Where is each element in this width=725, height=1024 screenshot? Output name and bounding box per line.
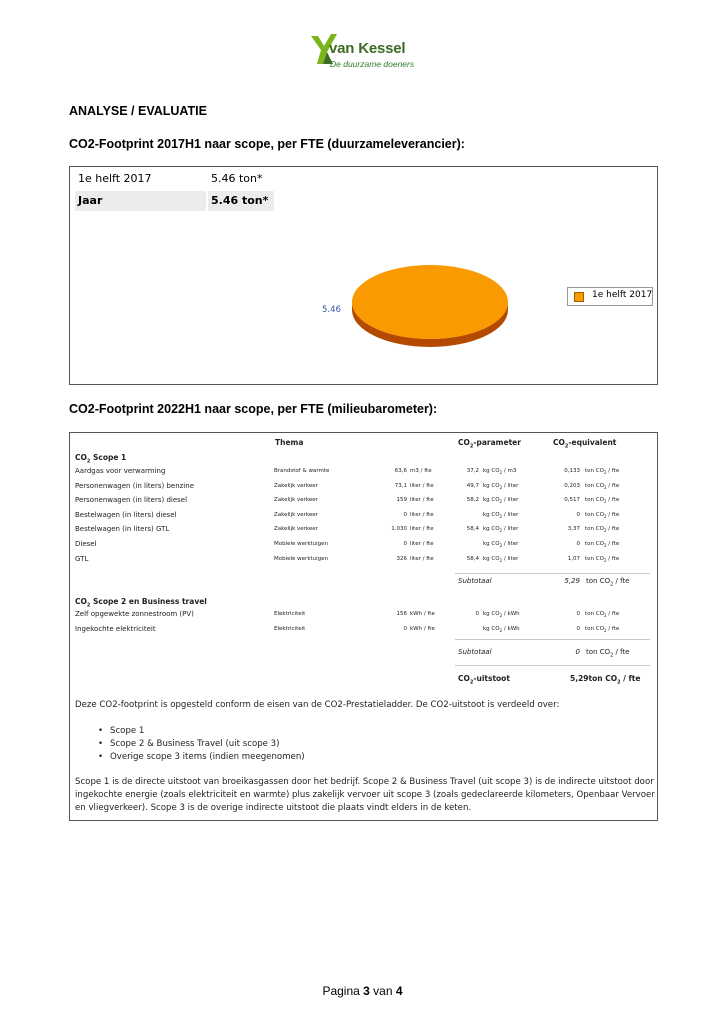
row-thema: Zakelijk verkeer	[274, 482, 318, 489]
row-param-unit: kg $CO_2$ / liter	[483, 482, 519, 490]
row-param-value: 58,2	[466, 497, 479, 504]
row-equiv-unit: ton $CO_2$ / fte	[585, 511, 620, 519]
row-param-value: 37,2	[466, 468, 479, 474]
row-unit: liter / fte	[410, 555, 434, 562]
col-header-parameter: $CO_2$-parameter	[458, 438, 521, 450]
row-equiv-unit: ton $CO_2$ / fte	[585, 468, 620, 476]
row-equiv-value: 0,133	[564, 468, 580, 474]
row-thema: Mobiele werktuigen	[274, 541, 329, 547]
logo-tagline: De duurzame doeners	[330, 59, 415, 69]
chart1-box	[69, 166, 658, 385]
row-param-unit: kg $CO_2$ / liter	[483, 541, 519, 549]
chart1-row-label: Jaar	[75, 191, 206, 211]
row-thema: Elektriciteit	[274, 611, 306, 617]
pie-chart	[340, 262, 520, 362]
row-equiv-value: 0	[576, 626, 580, 632]
row-thema: Brandstof & warmte	[274, 468, 330, 474]
row-label: GTL	[75, 554, 89, 563]
row-amount: 326	[396, 555, 407, 562]
row-thema: Elektriciteit	[274, 626, 306, 632]
row-label: Diesel	[75, 540, 97, 548]
chart-legend	[567, 287, 653, 306]
subtotal1-value: 5,29	[564, 577, 580, 585]
subtotal2-value: 0	[575, 648, 580, 656]
chart1-heading: CO2-Footprint 2017H1 naar scope, per FTE (duurzameleverancier):	[69, 137, 465, 151]
row-label: Bestelwagen (in liters) diesel	[75, 510, 177, 519]
row-label: Zelf opgewekte zonnestroom (PV)	[75, 610, 194, 618]
row-amount: 0	[403, 511, 407, 518]
row-amount: 63,6	[394, 468, 407, 474]
row-equiv-unit: ton $CO_2$ / fte	[585, 541, 620, 549]
legend-label: 1e helft 2017	[592, 290, 653, 300]
row-equiv-unit: ton $CO_2$ / fte	[585, 555, 620, 563]
row-thema: Zakelijk verkeer	[274, 511, 318, 518]
list-item: • Scope 2 & Business Travel (uit scope 3)	[110, 738, 305, 751]
row-equiv-unit: ton $CO_2$ / fte	[585, 626, 620, 634]
row-equiv-value: 0	[576, 511, 580, 518]
row-param-unit: kg $CO_2$ / liter	[483, 511, 519, 519]
row-amount: 1.030	[391, 526, 407, 533]
page-footer: Pagina 3 van 4	[322, 984, 403, 998]
row-unit: liter / fte	[410, 482, 434, 489]
divider	[455, 665, 650, 666]
row-equiv-value: 0,517	[564, 497, 580, 504]
row-unit: liter / fte	[410, 541, 434, 547]
row-equiv-unit: ton $CO_2$ / fte	[585, 611, 620, 619]
row-label: Bestelwagen (in liters) GTL	[75, 525, 170, 534]
subtotal1-unit: ton $CO_2$ / fte	[586, 577, 630, 588]
row-param-unit: kg $CO_2 / m3$	[483, 468, 517, 476]
scope-explanation: Scope 1 is de directe uitstoot van broeikasgassen door het bedrijf. Scope 2 & Business Travel (uit scope 3) is de indirecte uitstoot door ingekochte energie (zoals elektriciteit en warmte) plus zakelijk vervoer uit scope 3 (zoals gedeclareerde kilometers, Openbaar Vervoer en vliegverkeer). Scope 3 is de overige indirecte uitstoot die plaats vindt elders in de keten.	[75, 777, 655, 813]
row-param-unit: kg $CO_2$ / liter	[483, 497, 519, 505]
row-label: Personenwagen (in liters) diesel	[75, 496, 188, 505]
row-equiv-value: 0	[576, 611, 580, 617]
row-param-value: 58,4	[466, 526, 479, 533]
row-thema: Zakelijk verkeer	[274, 497, 318, 504]
pie-slice	[352, 265, 508, 339]
row-amount: 0	[403, 541, 407, 547]
row-thema: Mobiele werktuigen	[274, 555, 329, 562]
pie-data-label: 5.46	[322, 305, 341, 315]
scope2-heading: $CO_2$ Scope 2 en Business travel	[75, 597, 207, 609]
col-header-thema: Thema	[275, 438, 304, 447]
legend-swatch	[574, 292, 584, 302]
chart1-row-value: 5.46 ton*	[208, 191, 274, 211]
row-label: Ingekochte elektriciteit	[75, 625, 156, 633]
intro-paragraph: Deze CO2-footprint is opgesteld conform de eisen van de CO2-Prestatieladder. De CO2-uitstoot is verdeeld over:	[75, 700, 560, 710]
col-header-equivalent: $CO_2$-equivalent	[553, 438, 617, 450]
subtotal1-label: Subtotaal	[458, 577, 492, 585]
row-param-unit: kg $CO_2$ / kWh	[483, 626, 520, 634]
total-label: $CO_2$-uitstoot	[458, 674, 510, 686]
logo-name: van Kessel	[329, 40, 406, 57]
row-equiv-unit: ton $CO_2$ / fte	[585, 526, 620, 534]
section-title: ANALYSE / EVALUATIE	[69, 104, 207, 118]
row-equiv-value: 1,07	[567, 555, 580, 562]
row-param-value: 58,4	[466, 555, 479, 562]
chart1-row-label: 1e helft 2017	[78, 172, 152, 185]
row-unit: kWh / fte	[410, 626, 435, 632]
divider	[455, 639, 650, 640]
row-amount: 159	[396, 497, 407, 504]
row-param-unit: kg $CO_2$ / kWh	[483, 611, 520, 619]
row-unit: kWh / fte	[410, 611, 435, 617]
list-item: • Overige scope 3 items (indien meegenomen)	[110, 751, 305, 764]
subtotal2-label: Subtotaal	[458, 648, 492, 656]
row-equiv-value: 0,203	[564, 482, 580, 489]
chart2-heading: CO2-Footprint 2022H1 naar scope, per FTE (milieubarometer):	[69, 402, 438, 416]
row-unit: m3 / fte	[410, 468, 432, 474]
row-equiv-value: 3,37	[567, 526, 580, 533]
divider	[455, 573, 650, 574]
co2-table-box	[69, 432, 658, 821]
row-amount: 0	[403, 626, 407, 632]
row-equiv-unit: ton $CO_2$ / fte	[585, 497, 620, 505]
company-logo	[309, 30, 421, 72]
list-item: • Scope 1	[110, 725, 305, 738]
page-number: 3	[363, 984, 370, 998]
row-amount: 73,1	[394, 482, 407, 489]
scope-bullet-list	[110, 725, 305, 764]
total-value: 5,29ton $CO_2$ / fte	[570, 674, 641, 686]
row-param-value: 49,7	[466, 482, 479, 489]
row-equiv-value: 0	[576, 541, 580, 547]
row-unit: liter / fte	[410, 497, 434, 504]
scope1-heading: $CO_2$ Scope 1	[75, 453, 127, 465]
row-label: Aardgas voor verwarming	[75, 467, 166, 475]
row-amount: 156	[396, 611, 407, 617]
subtotal2-unit: ton $CO_2$ / fte	[586, 648, 630, 659]
chart1-row-value: 5.46 ton*	[211, 172, 263, 185]
row-equiv-unit: ton $CO_2$ / fte	[585, 482, 620, 490]
row-unit: liter / fte	[410, 526, 434, 533]
row-label: Personenwagen (in liters) benzine	[75, 481, 194, 490]
page-total: 4	[395, 984, 403, 998]
row-param-unit: kg $CO_2$ / liter	[483, 526, 519, 534]
row-thema: Zakelijk verkeer	[274, 526, 318, 533]
row-param-unit: kg $CO_2$ / liter	[483, 555, 519, 563]
row-unit: liter / fte	[410, 511, 434, 518]
row-param-value: 0	[475, 611, 479, 617]
